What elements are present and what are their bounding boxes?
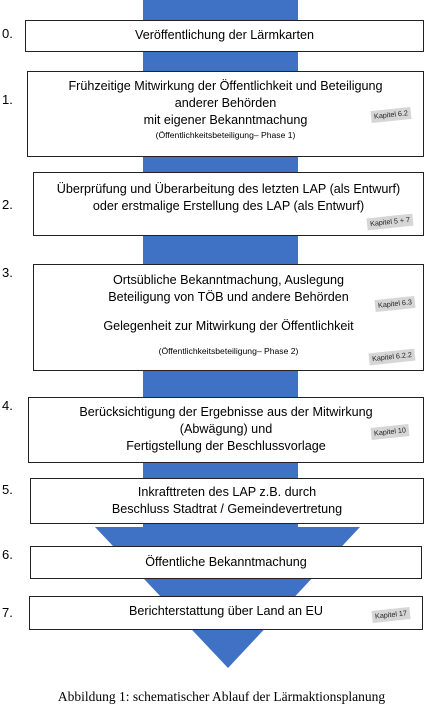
- step-number: 0.: [2, 26, 13, 41]
- step-box-7: [29, 596, 423, 630]
- step-box-5: [30, 478, 424, 524]
- step-text: Beschluss Stadtrat / Gemeindevertretung: [111, 502, 343, 516]
- chapter-tag: Kapitel 10: [370, 424, 409, 440]
- step-text: Berichterstattung über Land an EU: [129, 604, 323, 618]
- step-text: Veröffentlichung der Lärmkarten: [135, 28, 314, 42]
- step-box-0: [25, 20, 424, 52]
- step-text: anderer Behörden: [174, 96, 277, 110]
- step-box-4: [28, 397, 424, 463]
- chapter-tag: Kapitel 6.2: [370, 107, 411, 123]
- step-text: Überprüfung und Überarbeitung des letzten LAP (als Entwurf): [56, 182, 401, 196]
- step-box-6: [30, 546, 422, 579]
- step-number: 5.: [2, 482, 13, 497]
- chapter-tag: Kapitel 6.2.2: [368, 349, 415, 366]
- step-note: (Öffentlichkeitsbeteiligung– Phase 1): [155, 130, 296, 140]
- step-number: 4.: [2, 398, 13, 413]
- step-text: Fertigstellung der Beschlussvorlage: [126, 439, 326, 453]
- step-text: Öffentliche Bekanntmachung: [145, 555, 307, 569]
- chapter-tag: Kapitel 17: [371, 607, 410, 623]
- step-number: 2.: [2, 197, 13, 212]
- step-box-2: [33, 172, 424, 236]
- step-text: Inkrafttreten des LAP z.B. durch: [137, 485, 317, 499]
- step-number: 1.: [2, 92, 13, 107]
- figure-caption: Abbildung 1: schematischer Ablauf der Lärmaktionsplanung: [57, 689, 386, 704]
- step-text: mit eigener Bekanntmachung: [143, 113, 308, 127]
- step-text: Gelegenheit zur Mitwirkung der Öffentlichkeit: [103, 319, 354, 333]
- step-number: 3.: [2, 265, 13, 280]
- step-text: Ortsübliche Bekanntmachung, Auslegung: [112, 273, 345, 287]
- step-text: Beteiligung von TÖB und andere Behörden: [108, 290, 349, 304]
- step-box-1: [27, 71, 424, 157]
- step-note: (Öffentlichkeitsbeteiligung– Phase 2): [158, 346, 299, 356]
- step-box-3: [33, 264, 424, 371]
- step-text: Frühzeitige Mitwirkung der Öffentlichkeit und Beteiligung: [68, 79, 383, 93]
- step-text: (Abwägung) und: [179, 422, 273, 436]
- step-text: oder erstmalige Erstellung des LAP (als Entwurf): [92, 199, 365, 213]
- step-text: Berücksichtigung der Ergebnisse aus der Mitwirkung: [79, 405, 373, 419]
- chapter-tag: Kapitel 5 + 7: [366, 214, 413, 231]
- chapter-tag: Kapitel 6.3: [374, 296, 415, 312]
- step-number: 6.: [2, 547, 13, 562]
- step-number: 7.: [2, 605, 13, 620]
